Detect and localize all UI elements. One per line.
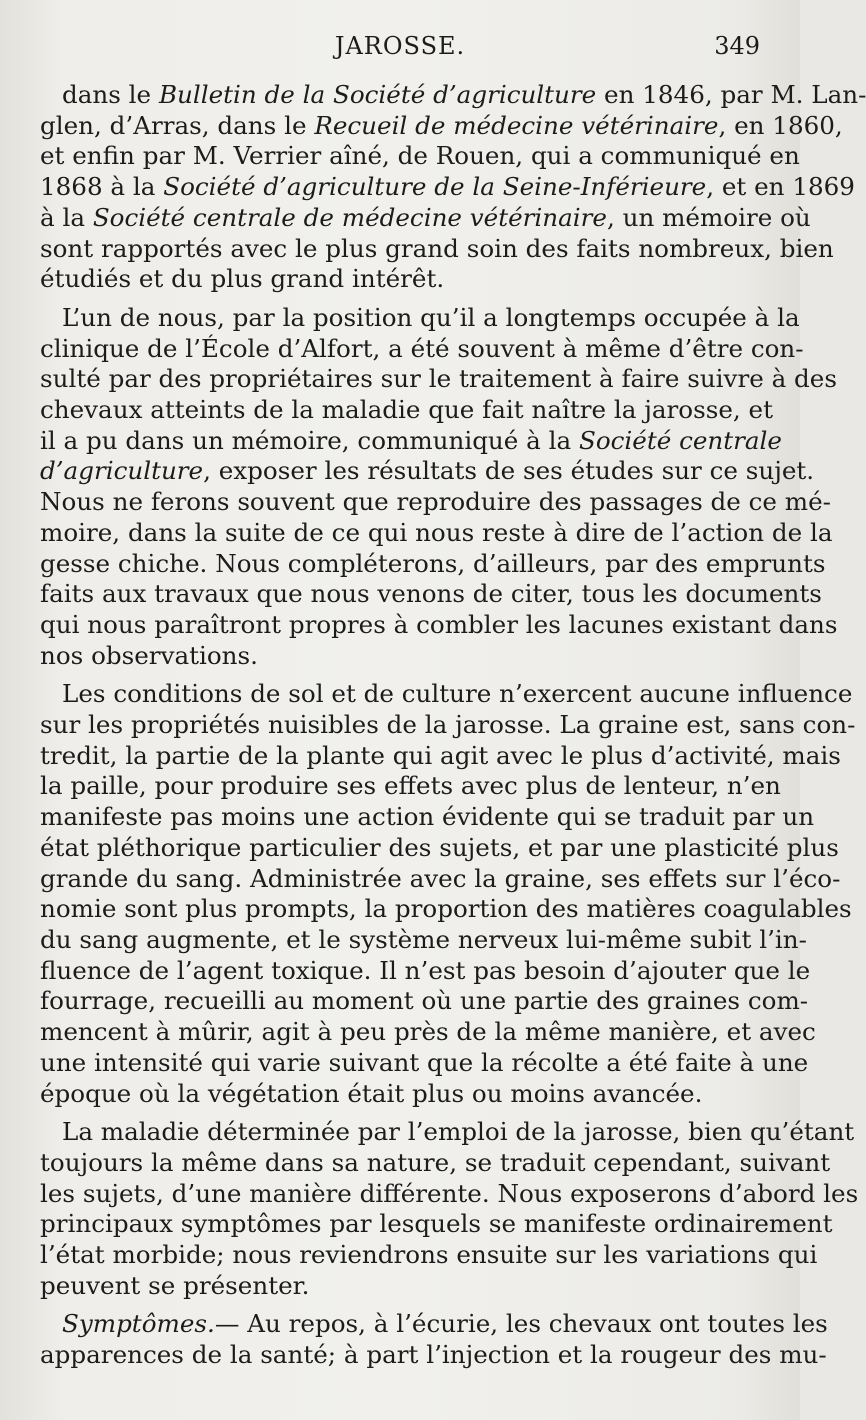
text-line: La maladie déterminée par l’emploi de la jarosse, bien qu’étant <box>62 1117 855 1147</box>
italic-text: Société centrale de médecine vétérinaire <box>92 202 607 232</box>
text-line: époque où la végétation était plus ou moins avancée. <box>40 1078 703 1108</box>
paragraph <box>40 80 866 295</box>
text-line: Les conditions de sol et de culture n’exercent aucune influence <box>62 679 853 709</box>
paragraph <box>40 679 856 1109</box>
text-line: d’agriculture, exposer les résultats de ses études sur ce sujet. <box>40 456 815 486</box>
italic-text: Recueil de médecine vétérinaire <box>314 110 719 140</box>
text-line: toujours la même dans sa nature, se traduit cependant, suivant <box>40 1147 831 1177</box>
text-line: l’état morbide; nous reviendrons ensuite sur les variations qui <box>40 1240 818 1270</box>
paragraph <box>40 302 838 671</box>
text-line: la paille, pour produire ses effets avec plus de lenteur, n’en <box>40 771 781 801</box>
text-line: qui nous paraîtront propres à combler les lacunes existant dans <box>40 609 838 639</box>
text-line: grande du sang. Administrée avec la graine, ses effets sur l’éco- <box>40 863 841 893</box>
text-line: du sang augmente, et le système nerveux lui-même subit l’in- <box>40 924 807 954</box>
running-title: JAROSSE. <box>334 32 466 60</box>
text-line: principaux symptômes par lesquels se manifeste ordinairement <box>40 1209 833 1239</box>
text-line: sont rapportés avec le plus grand soin des faits nombreux, bien <box>40 233 834 263</box>
paragraph <box>40 1117 859 1301</box>
page-number: 349 <box>714 32 760 60</box>
text-line: les sujets, d’une manière différente. Nous exposerons d’abord les <box>40 1178 859 1208</box>
text-line: état pléthorique particulier des sujets, et par une plasticité plus <box>40 832 839 862</box>
body-text <box>40 80 866 1371</box>
text-line: gesse chiche. Nous compléterons, d’ailleurs, par des emprunts <box>40 548 826 578</box>
text-line: nomie sont plus prompts, la proportion des matières coagulables <box>40 894 852 924</box>
text-line: chevaux atteints de la maladie que fait naître la jarosse, et <box>40 395 773 425</box>
text-line: une intensité qui varie suivant que la récolte a été faite à une <box>40 1047 809 1077</box>
text-line: dans le Bulletin de la Société d’agriculture en 1846, par M. Lan- <box>62 80 866 109</box>
text-line: peuvent se présenter. <box>40 1270 310 1300</box>
italic-text: Société d’agriculture de la Seine-Inférieure <box>163 172 707 202</box>
italic-text: Bulletin de la Société d’agriculture <box>158 80 597 109</box>
text-line: clinique de l’École d’Alfort, a été souvent à même d’être con- <box>40 333 804 363</box>
page-header <box>40 32 760 62</box>
text-line: Nous ne ferons souvent que reproduire des passages de ce mé- <box>40 487 831 517</box>
text-line: 1868 à la Société d’agriculture de la Seine-Inférieure, et en 1869 <box>40 172 855 202</box>
text-line: sulté par des propriétaires sur le traitement à faire suivre à des <box>40 364 837 394</box>
text-line: apparences de la santé; à part l’injection et la rougeur des mu- <box>40 1340 827 1370</box>
text-line: L’un de nous, par la position qu’il a longtemps occupée à la <box>62 302 800 332</box>
text-line: il a pu dans un mémoire, communiqué à la Société centrale <box>40 425 782 455</box>
text-line: fourrage, recueilli au moment où une partie des graines com- <box>40 986 809 1016</box>
text-line: tredit, la partie de la plante qui agit avec le plus d’activité, mais <box>40 740 841 770</box>
paragraph <box>40 1309 828 1370</box>
text-line: faits aux travaux que nous venons de citer, tous les documents <box>40 579 822 609</box>
text-line: étudiés et du plus grand intérêt. <box>40 264 445 294</box>
text-line: Symptômes.— Au repos, à l’écurie, les chevaux ont toutes les <box>62 1309 828 1339</box>
text-line: moire, dans la suite de ce qui nous reste à dire de l’action de la <box>40 517 833 547</box>
text-line: mencent à mûrir, agit à peu près de la même manière, et avec <box>40 1017 816 1047</box>
text-line: et enfin par M. Verrier aîné, de Rouen, qui a communiqué en <box>40 141 800 171</box>
italic-text: Société centrale <box>578 425 782 455</box>
text-line: manifeste pas moins une action évidente qui se traduit par un <box>40 802 815 832</box>
italic-text: Symptômes. <box>62 1309 215 1339</box>
text-line: sur les propriétés nuisibles de la jarosse. La graine est, sans con- <box>40 710 856 740</box>
text-line: nos observations. <box>40 640 258 670</box>
italic-text: d’agriculture <box>40 456 204 486</box>
text-line: à la Société centrale de médecine vétérinaire, un mémoire où <box>40 202 811 232</box>
text-line: fluence de l’agent toxique. Il n’est pas besoin d’ajouter que le <box>40 955 811 985</box>
text-line: glen, d’Arras, dans le Recueil de médecine vétérinaire, en 1860, <box>40 110 843 140</box>
